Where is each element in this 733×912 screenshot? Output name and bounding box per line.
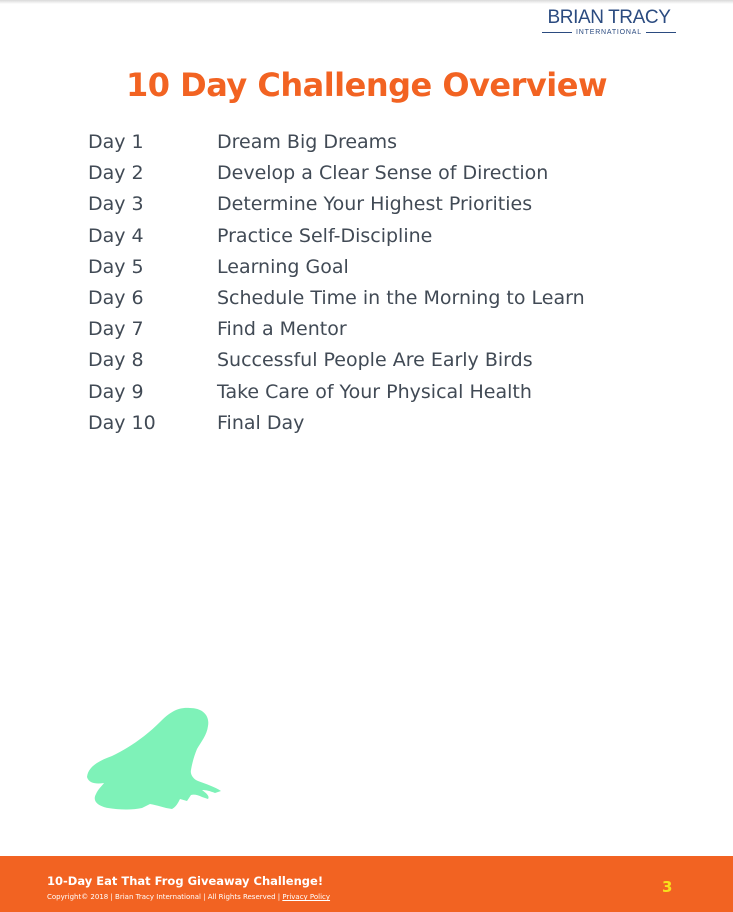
logo-rule-left: [542, 32, 572, 33]
day-topic: Successful People Are Early Birds: [217, 349, 533, 372]
day-label: Day 9: [88, 380, 144, 403]
day-topic: Practice Self-Discipline: [217, 224, 433, 247]
footer-title: 10-Day Eat That Frog Giveaway Challenge!: [47, 874, 324, 888]
privacy-policy-link[interactable]: Privacy Policy: [282, 893, 331, 901]
footer-bar: [0, 856, 733, 912]
day-label: Day 1: [88, 131, 144, 153]
brian-tracy-logo: [541, 8, 677, 37]
day-topic: Dream Big Dreams: [217, 131, 398, 153]
footer-copyright: [47, 893, 330, 901]
day-topic: Determine Your Highest Priorities: [217, 193, 533, 216]
schedule-row: [88, 412, 688, 443]
schedule-row: [88, 318, 688, 349]
day-topic: Find a Mentor: [217, 318, 347, 341]
day-topic: Develop a Clear Sense of Direction: [217, 162, 549, 185]
copyright-text: Copyright© 2018 | Brian Tracy International | All Rights Reserved |: [47, 893, 283, 901]
schedule-row: [88, 131, 688, 162]
schedule-row: [88, 193, 688, 224]
day-label: Day 5: [88, 255, 144, 278]
day-topic: Schedule Time in the Morning to Learn: [217, 286, 585, 309]
day-label: Day 7: [88, 318, 144, 341]
page-number: 3: [662, 878, 673, 896]
logo-main-text: BRIAN TRACY: [547, 7, 671, 28]
day-label: Day 6: [88, 286, 144, 309]
schedule-row: [88, 225, 688, 256]
day-label: Day 3: [88, 193, 144, 216]
frog-icon: [84, 704, 226, 816]
schedule-row: [88, 349, 688, 380]
schedule-row: [88, 162, 688, 193]
page-title: 10 Day Challenge Overview: [125, 66, 607, 104]
day-topic: Final Day: [217, 411, 305, 434]
day-topic: Take Care of Your Physical Health: [217, 380, 532, 403]
logo-rule-right: [646, 32, 676, 33]
day-label: Day 10: [88, 411, 156, 434]
top-edge-shadow: [0, 0, 733, 4]
schedule-row: [88, 381, 688, 412]
challenge-schedule: [88, 131, 688, 443]
day-label: Day 4: [88, 224, 144, 247]
logo-sub-text: INTERNATIONAL: [576, 29, 642, 36]
schedule-row: [88, 287, 688, 318]
logo-sub-row: [541, 28, 677, 37]
day-label: Day 8: [88, 349, 144, 372]
frog-silhouette: [87, 708, 221, 810]
day-topic: Learning Goal: [217, 255, 349, 278]
day-label: Day 2: [88, 162, 144, 185]
schedule-row: [88, 256, 688, 287]
